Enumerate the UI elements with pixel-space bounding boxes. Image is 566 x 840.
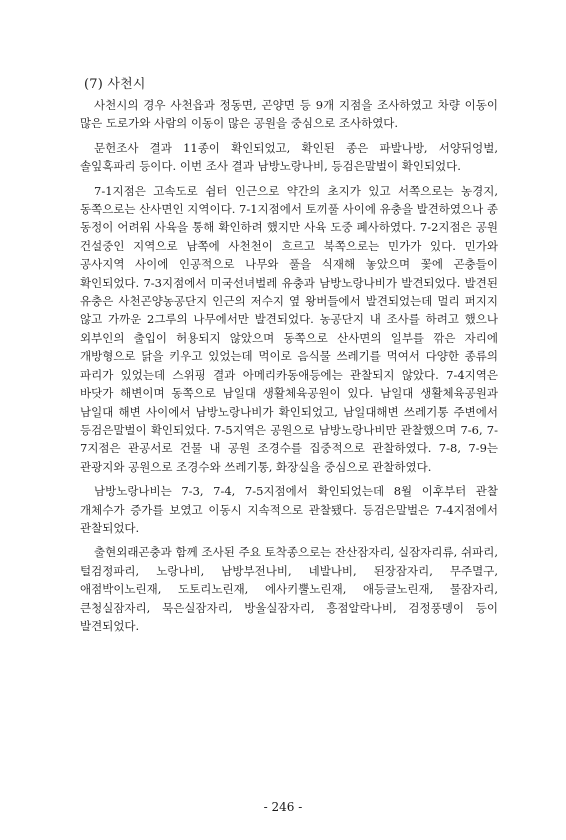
page-number: - 246 - (263, 800, 303, 814)
body-text (80, 96, 498, 641)
paragraph-observations: 남방노랑나비는 7-3, 7-4, 7-5지점에서 확인되었는데 8월 이후부터 관찰 개체수가 증가를 보였고 이동시 지속적으로 관찰됐다. 등검은말벌은 7-4지점에서 관찰되었다. (80, 484, 498, 535)
paragraph-literature-survey: 문헌조사 결과 11종이 확인되었고, 확인된 종은 파발나방, 서양뒤엉벌, 솔잎혹파리 등이다. 이번 조사 결과 남방노랑나비, 등검은말벌이 확인되었다. (80, 140, 498, 174)
paragraph-overview: 사천시의 경우 사천읍과 정동면, 곤양면 등 9개 지점을 조사하였고 차량 이동이 많은 도로가와 사람의 이동이 많은 공원을 중심으로 조사하였다. (80, 98, 498, 131)
section-heading: (7) 사천시 (84, 77, 146, 92)
paragraph-site-descriptions: 7-1지점은 고속도로 쉼터 인근으로 약간의 초지가 있고 서쪽으로는 농경지, 동쪽으로는 산사면인 지역이다. 7-1지점에서 토끼풀 사이에 유충을 발견하였으나 종 동정이 어려워 사육을 통해 확인하려 했지만 사육 도중 폐사하였다. 7-2지점은 공원 건설중인 지역으로 남쪽에 사천천이 흐르고 북쪽으로는 민가가 있다. 민가와 공사지역 사이에 인공적으로 나무와 풀을 식재해 놓았으며 꽃에 곤충들이 확인되었다. 7-3지점에서 미국선녀벌레 유충과 남방노랑나비가 발견되었다. 발견된 유충은 사천곤양농공단지 인근의 저수지 옆 왕버들에서 발견되었는데 멀리 퍼지지 않고 가까운 2그루의 나무에서만 발견되었다. 농공단지 내 조사를 하려고 했으나 외부인의 출입이 허용되지 않았으며 동쪽으로 산사면의 일부를 깎은 자리에 개방형으로 닭을 키우고 있었는데 먹이로 음식물 쓰레기를 먹여서 다양한 종류의 파리가 있었는데 스위핑 결과 아메리카동애등에는 관찰되지 않았다. 7-4지역은 바닷가 해변이며 동쪽으로 남일대 생활체육공원이 있다. 남일대 생활체육공원과 남일대 해변 사이에서 남방노랑나비가 확인되었고, 남일대해변 쓰레기통 주변에서 등검은말벌이 확인되었다. 7-5지역은 공원으로 남방노랑나비만 관찰했으며 7-6, 7-7지점은 관공서로 건물 내 공원 조경수를 집중적으로 관찰하였다. 7-8, 7-9는 관광지와 공원으로 조경수와 쓰레기통, 화장실을 중심으로 관찰하였다. (80, 183, 499, 474)
paragraph-native-species: 출현외래곤충과 함께 조사된 주요 토착종으로는 잔산잠자리, 실잠자리류, 쉬파리, 털검정파리, 노랑나비, 남방부전나비, 네발나비, 된장잠자리, 무주멸구, 애점박이노린재, 도토리노린재, 에사키뿔노린재, 애등글노린재, 물잠자리, 큰청실잠자리, 묵은실잠자리, 방울실잠자리, 흥점알락나비, 검정풍뎅이 등이 발견되었다. (80, 545, 498, 633)
